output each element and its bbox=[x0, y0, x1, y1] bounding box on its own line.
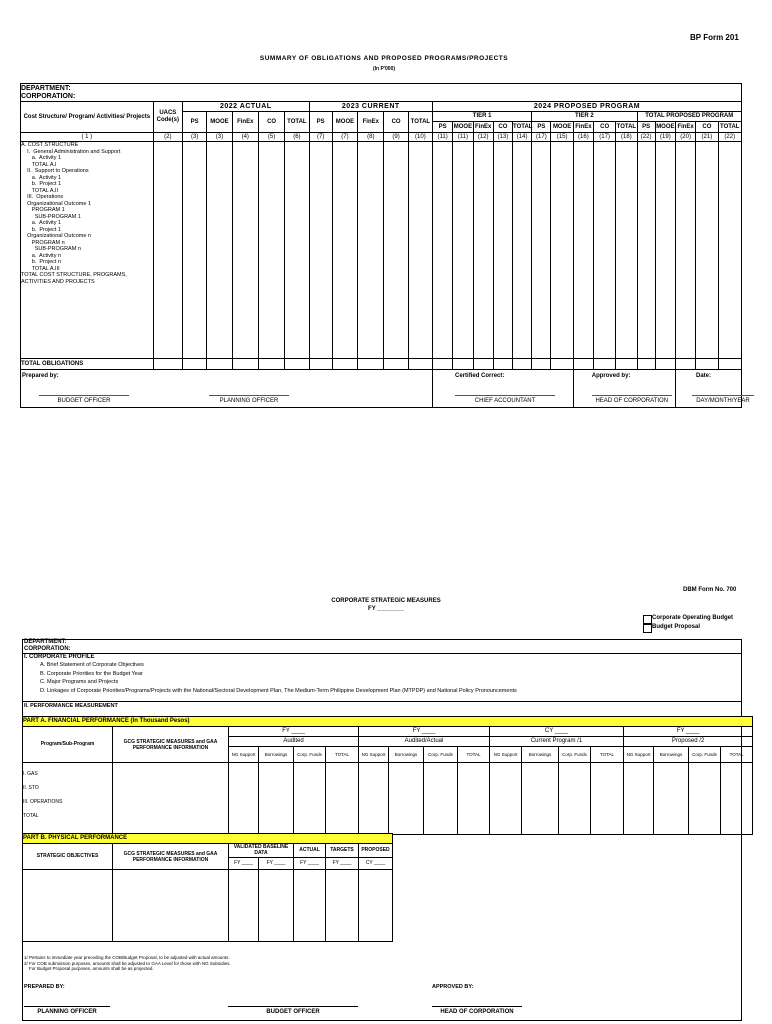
planning-officer-sig: PLANNING OFFICER bbox=[209, 395, 289, 405]
checkbox-bp-label: Budget Proposal bbox=[652, 624, 701, 630]
total-cell[interactable] bbox=[573, 359, 593, 370]
fin-data-cell[interactable] bbox=[689, 763, 721, 835]
total-cell[interactable] bbox=[718, 359, 742, 370]
col-number: (20) bbox=[675, 133, 695, 142]
fin-data-cell[interactable] bbox=[294, 763, 326, 835]
cost-structure-line: b. Project 1 bbox=[21, 226, 62, 233]
col-number: (21) bbox=[696, 133, 718, 142]
part-b-table bbox=[22, 833, 393, 942]
data-cell[interactable] bbox=[551, 142, 573, 359]
data-cell[interactable] bbox=[532, 142, 551, 359]
col-finex: FinEx bbox=[675, 122, 695, 133]
data-cell[interactable] bbox=[358, 142, 384, 359]
col-number: (6) bbox=[285, 133, 309, 142]
fin-data-cell[interactable] bbox=[113, 763, 229, 835]
cost-structure-line: PROGRAM 1 bbox=[21, 207, 65, 213]
phys-period: CY ____ bbox=[359, 858, 393, 870]
cost-structure-line: III. Operations bbox=[21, 194, 64, 200]
col-number: (9) bbox=[384, 133, 408, 142]
f2-prepared-by: PREPARED BY: bbox=[24, 984, 65, 990]
total-cell[interactable] bbox=[616, 359, 637, 370]
cy-header: CY ____ bbox=[490, 727, 624, 737]
fin-col-borrowings: Borrowings bbox=[654, 747, 689, 763]
fin-col-borrowings: Borrowings bbox=[259, 747, 294, 763]
form1-subtitle: (In P'000) bbox=[372, 66, 396, 72]
form1-table bbox=[20, 83, 750, 408]
col-total: TOTAL bbox=[616, 122, 637, 133]
note-3: For Budget Proposal purposes, amounts shall be as projected. bbox=[24, 966, 154, 971]
form2-header bbox=[22, 639, 742, 711]
total-cell[interactable] bbox=[153, 359, 182, 370]
f2-approved-by: APPROVED BY: bbox=[432, 984, 474, 990]
cost-structure-line: b. Project n bbox=[21, 259, 62, 265]
col-number: (22) bbox=[637, 133, 655, 142]
group-2023-current: 2023 CURRENT bbox=[309, 102, 433, 112]
col-uacs: UACS Code(s) bbox=[153, 102, 182, 133]
data-cell[interactable] bbox=[637, 142, 655, 359]
head-corporation-sig: HEAD OF CORPORATION bbox=[592, 395, 672, 405]
data-cell[interactable] bbox=[696, 142, 718, 359]
cost-structure-line: ACTIVITIES AND PROJECTS bbox=[21, 278, 95, 285]
fin-col-total: TOTAL bbox=[721, 747, 753, 763]
period-audited-actual: Audited/Actual bbox=[359, 737, 490, 747]
fin-data-cell[interactable] bbox=[229, 763, 259, 835]
profile-item: D. Linkages of Corporate Priorities/Programs/Projects with the National/Sectoral Development Plan, The Medium-Term Philippine Development Plan (MTPDP) and National Policy Pronouncements bbox=[40, 687, 517, 694]
fy-header-3: FY ____ bbox=[624, 727, 753, 737]
form2-fy: FY ________ bbox=[368, 606, 404, 612]
date-label: Date: bbox=[695, 373, 711, 379]
col-co: CO bbox=[384, 112, 408, 133]
total-proposed-header: TOTAL PROPOSED PROGRAM bbox=[637, 112, 741, 122]
cost-structure-line: a. Activity 1 bbox=[21, 174, 62, 181]
data-cell[interactable] bbox=[258, 142, 284, 359]
date-format-sig: DAY/MONTH/YEAR bbox=[692, 395, 754, 405]
col-number: (17) bbox=[594, 133, 616, 142]
col-total: TOTAL bbox=[408, 112, 432, 133]
part-a-table bbox=[22, 716, 753, 835]
col-finex: FinEx bbox=[573, 122, 593, 133]
col-number: (13) bbox=[493, 133, 512, 142]
fin-data-cell[interactable] bbox=[624, 763, 654, 835]
cost-structure-line: Organizational Outcome n bbox=[21, 233, 92, 239]
form2-number: DBM Form No. 700 bbox=[683, 587, 737, 593]
fin-col-ng-support: NG Support bbox=[229, 747, 259, 763]
col-number: (7) bbox=[332, 133, 357, 142]
total-cell[interactable] bbox=[258, 359, 284, 370]
fin-data-cell[interactable] bbox=[359, 763, 389, 835]
cost-structure-line: TOTAL A.I bbox=[21, 161, 57, 168]
part-a-title: PART A. FINANCIAL PERFORMANCE (In Thousand Pesos) bbox=[23, 717, 753, 727]
total-cell[interactable] bbox=[453, 359, 473, 370]
data-cell[interactable] bbox=[384, 142, 408, 359]
phys-period: FY ____ bbox=[229, 858, 259, 870]
phys-period: FY ____ bbox=[259, 858, 294, 870]
col-gcg-b: GCG STRATEGIC MEASURES and GAA PERFORMANCE INFORMATION bbox=[113, 844, 229, 870]
phys-data-cell[interactable] bbox=[23, 870, 113, 942]
program-row-label: II. STO bbox=[23, 785, 39, 791]
approved-cell bbox=[573, 370, 675, 408]
total-cell[interactable] bbox=[637, 359, 655, 370]
fin-col-borrowings: Borrowings bbox=[522, 747, 559, 763]
fin-col-ng-support: NG Support bbox=[359, 747, 389, 763]
data-cell[interactable] bbox=[232, 142, 258, 359]
cost-structure-line: a. Activity 1 bbox=[21, 220, 62, 226]
fin-data-cell[interactable] bbox=[424, 763, 458, 835]
profile-item: B. Corporate Priorities for the Budget Year bbox=[40, 670, 143, 677]
data-cell[interactable] bbox=[513, 142, 532, 359]
fin-col-total: TOTAL bbox=[326, 747, 359, 763]
col-number: (4) bbox=[232, 133, 258, 142]
col-mooe: MOOE bbox=[551, 122, 573, 133]
chief-accountant-sig: CHIEF ACCOUNTANT bbox=[455, 395, 555, 405]
col-number: (8) bbox=[358, 133, 384, 142]
fin-data-cell[interactable] bbox=[259, 763, 294, 835]
data-cell[interactable] bbox=[594, 142, 616, 359]
col-baseline: VALIDATED BASELINE DATA bbox=[229, 844, 294, 858]
col-co: CO bbox=[594, 122, 616, 133]
program-row-label: III. OPERATIONS bbox=[23, 799, 63, 805]
col-objectives: STRATEGIC OBJECTIVES bbox=[23, 844, 113, 870]
col-actual: ACTUAL bbox=[294, 844, 326, 858]
col-gcg: GCG STRATEGIC MEASURES and GAA PERFORMANCE INFORMATION bbox=[113, 727, 229, 763]
total-cell[interactable] bbox=[285, 359, 309, 370]
fy-header-2: FY ____ bbox=[359, 727, 490, 737]
total-cell[interactable] bbox=[433, 359, 453, 370]
fin-data-cell[interactable] bbox=[559, 763, 591, 835]
f2-budget-officer: BUDGET OFFICER bbox=[228, 1006, 358, 1015]
col-total: TOTAL bbox=[718, 122, 742, 133]
col-number: (11) bbox=[453, 133, 473, 142]
col-number: (19) bbox=[655, 133, 675, 142]
fin-col-ng-support: NG Support bbox=[624, 747, 654, 763]
cost-structure-line: a. Activity n bbox=[21, 252, 62, 259]
program-row-label: I. GAS bbox=[23, 771, 38, 777]
data-cell[interactable] bbox=[453, 142, 473, 359]
form1-number: BP Form 201 bbox=[690, 33, 739, 42]
cost-structure-line: b. Project 1 bbox=[21, 181, 62, 187]
profile-title: I. CORPORATE PROFILE bbox=[24, 654, 95, 660]
fin-col-total: TOTAL bbox=[458, 747, 490, 763]
note-2: 2/ For COB submission purposes, amounts shall be adjusted to GAA Level for those with NG Subsidies. bbox=[24, 960, 231, 966]
data-cell[interactable] bbox=[153, 142, 182, 359]
fin-col-corp-funds: Corp. Funds bbox=[559, 747, 591, 763]
phys-data-cell[interactable] bbox=[359, 870, 393, 942]
total-cell[interactable] bbox=[696, 359, 718, 370]
fin-data-cell[interactable] bbox=[654, 763, 689, 835]
data-cell[interactable] bbox=[616, 142, 637, 359]
fy-header-1: FY ____ bbox=[229, 727, 359, 737]
fin-data-cell[interactable] bbox=[326, 763, 359, 835]
cost-structure-line: TOTAL A.II bbox=[21, 187, 59, 194]
col-co: CO bbox=[696, 122, 718, 133]
total-cell[interactable] bbox=[309, 359, 332, 370]
total-cell[interactable] bbox=[675, 359, 695, 370]
program-row-label: TOTAL bbox=[23, 813, 39, 819]
col-targets: TARGETS bbox=[326, 844, 359, 858]
col-number: (15) bbox=[551, 133, 573, 142]
part-b-title: PART B. PHYSICAL PERFORMANCE bbox=[23, 834, 393, 844]
total-cell[interactable] bbox=[594, 359, 616, 370]
phys-data-cell[interactable] bbox=[259, 870, 294, 942]
data-cell[interactable] bbox=[433, 142, 453, 359]
data-cell[interactable] bbox=[655, 142, 675, 359]
checkbox-cob[interactable] bbox=[643, 615, 652, 624]
cost-structure-line: Organizational Outcome 1 bbox=[21, 200, 92, 207]
fin-col-total: TOTAL bbox=[591, 747, 624, 763]
approved-by-label: Approved by: bbox=[591, 373, 631, 379]
col-co: CO bbox=[493, 122, 512, 133]
note-1: 1/ Pertains to immediate year preceding the COB/Budget Proposal, to be adjusted with actual amounts. bbox=[24, 955, 230, 960]
col-number: ( 1 ) bbox=[21, 133, 154, 142]
phys-data-cell[interactable] bbox=[113, 870, 229, 942]
col-mooe: MOOE bbox=[207, 112, 232, 133]
phys-data-cell[interactable] bbox=[326, 870, 359, 942]
form1-corporation: CORPORATION: bbox=[21, 93, 742, 102]
program-list bbox=[23, 763, 113, 835]
data-cell[interactable] bbox=[183, 142, 207, 359]
form2-corporation: CORPORATION: bbox=[22, 646, 742, 654]
phys-period: FY ____ bbox=[294, 858, 326, 870]
cost-structure-line: TOTAL COST STRUCTURE, PROGRAMS, bbox=[21, 272, 127, 278]
col-number: (14) bbox=[513, 133, 532, 142]
fin-col-ng-support: NG Support bbox=[490, 747, 522, 763]
col-proposed: PROPOSED bbox=[359, 844, 393, 858]
fin-col-corp-funds: Corp. Funds bbox=[294, 747, 326, 763]
col-ps: PS bbox=[532, 122, 551, 133]
col-mooe: MOOE bbox=[453, 122, 473, 133]
col-mooe: MOOE bbox=[332, 112, 357, 133]
col-cost-structure: Cost Structure/ Program/ Activities/ Projects bbox=[21, 102, 154, 133]
cost-structure-list bbox=[21, 142, 154, 359]
profile-item: C. Major Programs and Projects bbox=[40, 679, 119, 685]
form1-title: SUMMARY OF OBLIGATIONS AND PROPOSED PROGRAMS/PROJECTS bbox=[259, 55, 509, 62]
col-number: (2) bbox=[153, 133, 182, 142]
form2-department: DEPARTMENT: bbox=[24, 639, 67, 645]
date-cell bbox=[675, 370, 750, 408]
col-number: (5) bbox=[258, 133, 284, 142]
fin-data-cell[interactable] bbox=[490, 763, 522, 835]
data-cell[interactable] bbox=[309, 142, 332, 359]
fin-data-cell[interactable] bbox=[591, 763, 624, 835]
fin-col-corp-funds: Corp. Funds bbox=[424, 747, 458, 763]
total-cell[interactable] bbox=[493, 359, 512, 370]
col-finex: FinEx bbox=[232, 112, 258, 133]
data-cell[interactable] bbox=[285, 142, 309, 359]
total-cell[interactable] bbox=[183, 359, 207, 370]
col-number: (3) bbox=[207, 133, 232, 142]
prepared-by-cell bbox=[21, 370, 433, 408]
total-cell[interactable] bbox=[655, 359, 675, 370]
data-cell[interactable] bbox=[493, 142, 512, 359]
form2-title: CORPORATE STRATEGIC MEASURES bbox=[331, 598, 441, 604]
checkbox-cob-label: Corporate Operating Budget bbox=[652, 615, 734, 621]
tier2-header: TIER 2 bbox=[532, 112, 637, 122]
group-2024-proposed: 2024 PROPOSED PROGRAM bbox=[433, 102, 742, 112]
col-number: (16) bbox=[573, 133, 593, 142]
phys-data-cell[interactable] bbox=[294, 870, 326, 942]
total-cell[interactable] bbox=[358, 359, 384, 370]
total-obligations-label: TOTAL OBLIGATIONS bbox=[21, 359, 154, 370]
col-total: TOTAL bbox=[513, 122, 532, 133]
col-program: Program/Sub-Program bbox=[23, 727, 113, 763]
col-number: (3) bbox=[183, 133, 207, 142]
phys-period: FY ____ bbox=[326, 858, 359, 870]
form1-department: DEPARTMENT: bbox=[21, 84, 742, 93]
cost-structure-line: a. Activity 1 bbox=[21, 155, 62, 161]
certified-cell bbox=[433, 370, 574, 408]
f2-planning-officer: PLANNING OFFICER bbox=[24, 1006, 110, 1015]
fin-data-cell[interactable] bbox=[721, 763, 753, 835]
col-finex: FinEx bbox=[473, 122, 493, 133]
cost-structure-line: SUB-PROGRAM 1 bbox=[21, 213, 81, 220]
col-number: (12) bbox=[473, 133, 493, 142]
col-co: CO bbox=[258, 112, 284, 133]
col-mooe: MOOE bbox=[655, 122, 675, 133]
tier1-header: TIER 1 bbox=[433, 112, 532, 122]
footnotes bbox=[24, 955, 231, 972]
col-ps: PS bbox=[433, 122, 453, 133]
fin-data-cell[interactable] bbox=[389, 763, 424, 835]
data-cell[interactable] bbox=[408, 142, 432, 359]
total-cell[interactable] bbox=[232, 359, 258, 370]
cost-structure-line: I. General Administration and Support bbox=[21, 148, 121, 155]
total-cell[interactable] bbox=[207, 359, 232, 370]
col-number: (11) bbox=[433, 133, 453, 142]
cost-structure-line: TOTAL A.III bbox=[21, 265, 60, 272]
data-cell[interactable] bbox=[207, 142, 232, 359]
budget-officer-sig: BUDGET OFFICER bbox=[39, 395, 129, 405]
total-cell[interactable] bbox=[532, 359, 551, 370]
prepared-by-label: Prepared by: bbox=[22, 373, 59, 379]
total-cell[interactable] bbox=[513, 359, 532, 370]
data-cell[interactable] bbox=[675, 142, 695, 359]
checkbox-bp[interactable] bbox=[643, 624, 652, 633]
cost-structure-line: PROGRAM n bbox=[21, 239, 65, 246]
period-audited: Audited bbox=[229, 737, 359, 747]
col-number: (10) bbox=[408, 133, 432, 142]
fin-col-corp-funds: Corp. Funds bbox=[689, 747, 721, 763]
col-number: (17) bbox=[532, 133, 551, 142]
fin-data-cell[interactable] bbox=[458, 763, 490, 835]
col-ps: PS bbox=[637, 122, 655, 133]
col-number: (7) bbox=[309, 133, 332, 142]
data-cell[interactable] bbox=[718, 142, 742, 359]
profile-item: A. Brief Statement of Corporate Objectives bbox=[40, 662, 144, 668]
total-cell[interactable] bbox=[332, 359, 357, 370]
total-cell[interactable] bbox=[551, 359, 573, 370]
data-cell[interactable] bbox=[473, 142, 493, 359]
fin-data-cell[interactable] bbox=[522, 763, 559, 835]
col-total: TOTAL bbox=[285, 112, 309, 133]
cost-structure-line: SUB-PROGRAM n bbox=[21, 246, 81, 252]
cost-structure-line: A. COST STRUCTURE bbox=[21, 142, 79, 148]
phys-data-cell[interactable] bbox=[229, 870, 259, 942]
profile-list bbox=[22, 661, 742, 695]
certified-correct-label: Certified Correct: bbox=[455, 373, 505, 379]
group-2022-actual: 2022 ACTUAL bbox=[183, 102, 310, 112]
col-ps: PS bbox=[309, 112, 332, 133]
total-cell[interactable] bbox=[408, 359, 432, 370]
total-cell[interactable] bbox=[384, 359, 408, 370]
col-number: (18) bbox=[616, 133, 637, 142]
period-current: Current Program /1 bbox=[490, 737, 624, 747]
cost-structure-line: II. Support to Operations bbox=[21, 168, 89, 174]
perf-title: II. PERFORMANCE MEASUREMENT bbox=[24, 703, 118, 709]
col-ps: PS bbox=[183, 112, 207, 133]
f2-head-corporation: HEAD OF CORPORATION bbox=[432, 1006, 522, 1015]
period-proposed: Proposed /2 bbox=[624, 737, 753, 747]
col-finex: FinEx bbox=[358, 112, 384, 133]
total-cell[interactable] bbox=[473, 359, 493, 370]
fin-col-borrowings: Borrowings bbox=[389, 747, 424, 763]
data-cell[interactable] bbox=[573, 142, 593, 359]
col-number: (22) bbox=[718, 133, 742, 142]
data-cell[interactable] bbox=[332, 142, 357, 359]
